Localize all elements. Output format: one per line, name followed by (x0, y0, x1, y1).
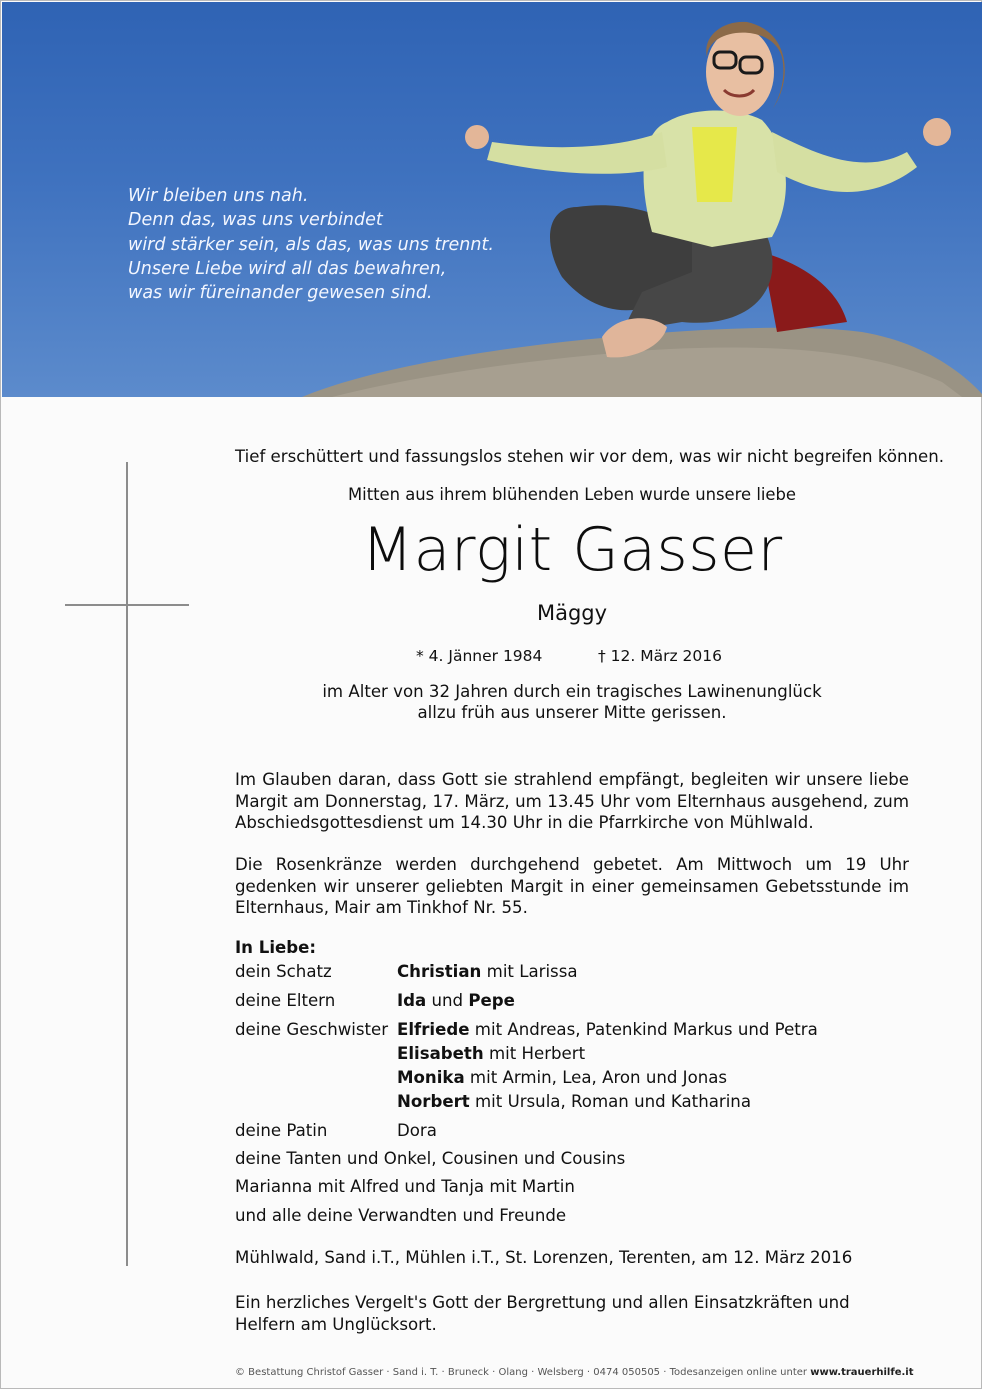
cross-icon (126, 462, 128, 1266)
footer (235, 1367, 914, 1378)
mourner-rest: und (426, 991, 469, 1010)
age-text (235, 681, 909, 723)
quote-line: Wir bleiben uns nah. (128, 186, 309, 206)
birth-date: * 4. Jänner 1984 (416, 647, 543, 665)
funeral-paragraph: Im Glauben daran, dass Gott sie strahlend empfängt, begleiten wir unsere liebe Margit am Donnerstag, 17. März, um 13.45 Uhr vom Elternhaus ausgehend, zum Abschiedsgottesdienst um 14.30 Uhr in die Pfarrkirche von Mühlwald. (235, 770, 909, 832)
mourner-row (235, 991, 515, 1010)
quote-line: wird stärker sein, als das, was uns trennt. (128, 234, 494, 255)
mourner-name: Elfriede (397, 1020, 470, 1039)
relation-label: deine Eltern (235, 991, 336, 1010)
relation-label: deine Patin (235, 1121, 328, 1140)
deceased-name: Margit Gasser (361, 515, 783, 585)
age-line: allzu früh aus unserer Mitte gerissen. (417, 703, 727, 722)
mourner-row (235, 1068, 727, 1087)
relation-label: dein Schatz (235, 962, 332, 981)
mourner-row (235, 962, 578, 981)
rosary-paragraph: Die Rosenkränze werden durchgehend gebetet. Am Mittwoch um 19 Uhr gedenken wir unserer geliebten Margit in einer gemeinsamen Gebetsstunde im Elternhaus, Mair am Tinkhof Nr. 55. (235, 855, 909, 917)
mourner-name: Dora (397, 1121, 437, 1140)
age-line: im Alter von 32 Jahren durch ein tragisches Lawinenunglück (322, 682, 822, 701)
mourner-name: Elisabeth (397, 1044, 484, 1063)
footer-text: © Bestattung Christof Gasser · Sand i. T. · Bruneck · Olang · Welsberg · 0474 050505 · Todesanzeigen online unter (235, 1367, 811, 1378)
mourner-line: Marianna mit Alfred und Tanja mit Martin (235, 1177, 575, 1196)
mourner-line: und alle deine Verwandten und Freunde (235, 1206, 567, 1225)
place-date: Mühlwald, Sand i.T., Mühlen i.T., St. Lorenzen, Terenten, am 12. März 2016 (235, 1248, 853, 1267)
mourner-name: Monika (397, 1068, 465, 1087)
mourner-rest: mit Andreas, Patenkind Markus und Petra (469, 1020, 818, 1039)
header-photo (2, 2, 982, 397)
memorial-quote (128, 184, 508, 305)
relation-label: deine Geschwister (235, 1020, 389, 1039)
mourner-name: Pepe (468, 991, 515, 1010)
mourner-row (235, 1044, 585, 1063)
mourner-name: Ida (397, 991, 427, 1010)
intro-line-2: Mitten aus ihrem blühenden Leben wurde unsere liebe (348, 485, 796, 504)
mourners-title: In Liebe: (235, 938, 317, 957)
mourner-rest: mit Armin, Lea, Aron und Jonas (464, 1068, 728, 1087)
mourner-row (235, 1020, 818, 1039)
intro-line: Tief erschüttert und fassungslos stehen wir vor dem, was wir nicht begreifen können. (235, 447, 945, 466)
death-date: † 12. März 2016 (598, 647, 723, 665)
mourner-rest: mit Ursula, Roman und Katharina (469, 1092, 751, 1111)
mourner-name: Christian (397, 962, 482, 981)
mourner-row (235, 1092, 751, 1111)
mourner-name: Norbert (397, 1092, 470, 1111)
quote-line: Unsere Liebe wird all das bewahren, (128, 258, 447, 279)
quote-line: Denn das, was uns verbindet (128, 210, 383, 231)
thanks-text: Ein herzliches Vergelt's Gott der Bergrettung und allen Einsatzkräften und Helfern am Unglücksort. (235, 1293, 850, 1334)
mourner-line: deine Tanten und Onkel, Cousinen und Cousins (235, 1149, 626, 1168)
mourner-rest: mit Larissa (481, 962, 578, 981)
deceased-nickname: Mäggy (536, 601, 608, 625)
mourner-rest: mit Herbert (483, 1044, 586, 1063)
cross-icon-bar (65, 604, 189, 606)
footer-link[interactable]: www.trauerhilfe.it (810, 1367, 914, 1378)
quote-line: was wir füreinander gewesen sind. (128, 283, 433, 304)
mourner-row (235, 1121, 437, 1140)
